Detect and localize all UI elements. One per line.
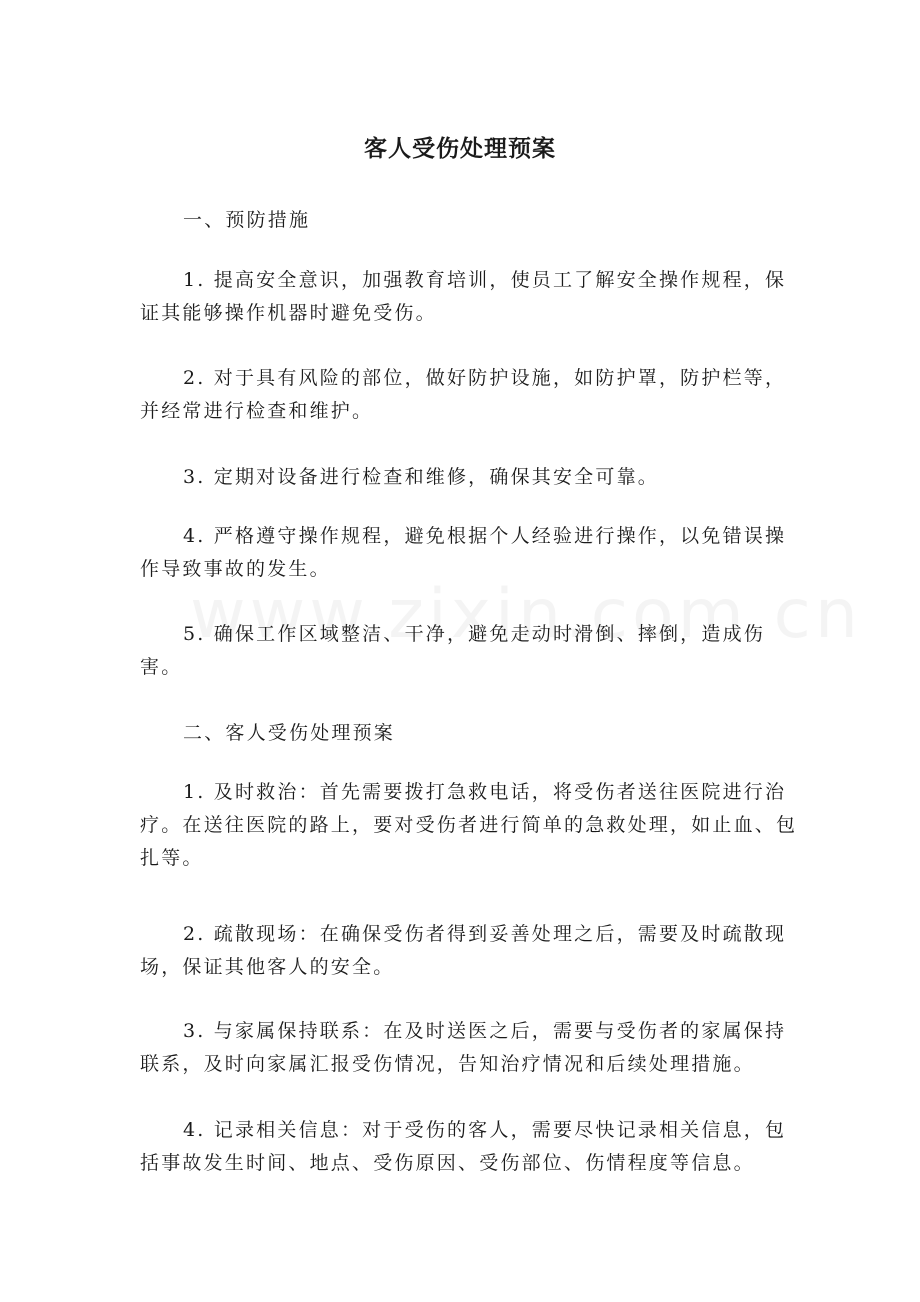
prevention-item-5: 5. 确保工作区域整洁、干净，避免走动时滑倒、摔倒，造成伤害。 [140,623,765,678]
prevention-item-1: 1. 提高安全意识，加强教育培训，使员工了解安全操作规程，保证其能够操作机器时避免受伤。 [140,269,787,324]
section-heading-prevention: 一、预防措施 [183,209,311,231]
handling-item-4: 4. 记录相关信息：对于受伤的客人，需要尽快记录相关信息，包括事故发生时间、地点、受伤原因、受伤部位、伤情程度等信息。 [140,1119,787,1174]
document-title: 客人受伤处理预案 [364,136,556,162]
prevention-item-2: 2. 对于具有风险的部位，做好防护设施，如防护罩，防护栏等，并经常进行检查和维护。 [140,367,787,422]
handling-item-2: 2. 疏散现场：在确保受伤者得到妥善处理之后，需要及时疏散现场，保证其他客人的安全。 [140,923,787,978]
prevention-item-4: 4. 严格遵守操作规程，避免根据个人经验进行操作，以免错误操作导致事故的发生。 [140,525,787,580]
prevention-item-3: 3. 定期对设备进行检查和维修，确保其安全可靠。 [183,466,659,488]
handling-item-3: 3. 与家属保持联系：在及时送医之后，需要与受伤者的家属保持联系，及时向家属汇报受伤情况，告知治疗情况和后续处理措施。 [140,1020,787,1075]
section-heading-handling: 二、客人受伤处理预案 [183,722,396,744]
handling-item-1: 1. 及时救治：首先需要拨打急救电话，将受伤者送往医院进行治疗。在送往医院的路上，要对受伤者进行简单的急救处理，如止血、包扎等。 [140,781,798,869]
